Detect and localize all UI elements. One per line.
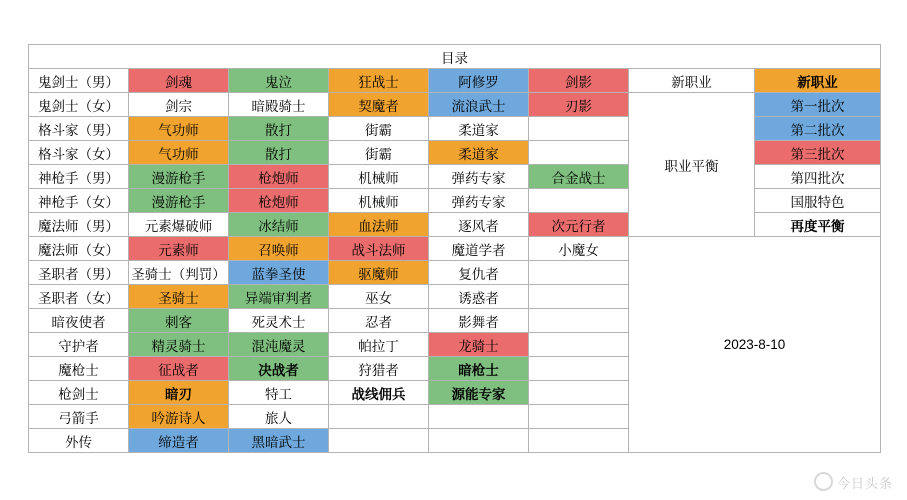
class-cell[interactable]: 混沌魔灵: [229, 333, 329, 357]
class-cell[interactable]: 狩猎者: [329, 357, 429, 381]
class-cell[interactable]: 流浪武士: [429, 93, 529, 117]
class-cell: [529, 357, 629, 381]
class-cell[interactable]: 逐风者: [429, 213, 529, 237]
row-label: 圣职者（女）: [29, 285, 129, 309]
class-cell[interactable]: 街霸: [329, 117, 429, 141]
class-cell[interactable]: 龙骑士: [429, 333, 529, 357]
class-cell[interactable]: 诱惑者: [429, 285, 529, 309]
class-cell: [529, 117, 629, 141]
class-cell[interactable]: 契魔者: [329, 93, 429, 117]
table-row: [29, 93, 881, 117]
class-cell[interactable]: 机械师: [329, 189, 429, 213]
class-cell: [529, 189, 629, 213]
class-cell: [529, 333, 629, 357]
row-label: 魔法师（男）: [29, 213, 129, 237]
class-cell[interactable]: 元素爆破师: [129, 213, 229, 237]
class-cell: [529, 381, 629, 405]
class-cell[interactable]: 柔道家: [429, 117, 529, 141]
class-cell[interactable]: 蓝拳圣使: [229, 261, 329, 285]
class-cell[interactable]: 漫游枪手: [129, 189, 229, 213]
class-cell[interactable]: 柔道家: [429, 141, 529, 165]
row-label: 格斗家（女）: [29, 141, 129, 165]
class-cell[interactable]: 机械师: [329, 165, 429, 189]
class-cell[interactable]: 剑宗: [129, 93, 229, 117]
class-cell: [529, 429, 629, 453]
balance-header: 职业平衡: [629, 93, 755, 237]
class-cell[interactable]: 暗刃: [129, 381, 229, 405]
class-cell[interactable]: 散打: [229, 141, 329, 165]
legend-batch-2[interactable]: 第二批次: [755, 117, 881, 141]
class-cell[interactable]: 枪炮师: [229, 189, 329, 213]
class-cell[interactable]: 元素师: [129, 237, 229, 261]
legend-batch-4[interactable]: 第四批次: [755, 165, 881, 189]
class-cell: [429, 429, 529, 453]
class-cell[interactable]: 暗殿骑士: [229, 93, 329, 117]
table-row: [29, 69, 881, 93]
class-cell[interactable]: 气功师: [129, 117, 229, 141]
class-cell[interactable]: 弹药专家: [429, 189, 529, 213]
class-cell: [529, 261, 629, 285]
class-cell[interactable]: 散打: [229, 117, 329, 141]
class-cell: [529, 285, 629, 309]
class-cell[interactable]: 冰结师: [229, 213, 329, 237]
class-cell[interactable]: 枪炮师: [229, 165, 329, 189]
class-cell[interactable]: 小魔女: [529, 237, 629, 261]
class-cell: [529, 309, 629, 333]
class-cell[interactable]: 阿修罗: [429, 69, 529, 93]
row-label: 魔法师（女）: [29, 237, 129, 261]
class-cell[interactable]: 狂战士: [329, 69, 429, 93]
legend-new-class[interactable]: 新职业: [755, 69, 881, 93]
class-cell[interactable]: 影舞者: [429, 309, 529, 333]
class-cell[interactable]: 剑影: [529, 69, 629, 93]
class-cell[interactable]: 街霸: [329, 141, 429, 165]
row-label: 圣职者（男）: [29, 261, 129, 285]
class-cell[interactable]: 血法师: [329, 213, 429, 237]
class-cell: [329, 405, 429, 429]
class-cell[interactable]: 战线佣兵: [329, 381, 429, 405]
page-title: 目录: [29, 45, 881, 69]
legend-batch-3[interactable]: 第三批次: [755, 141, 881, 165]
row-label: 鬼剑士（女）: [29, 93, 129, 117]
class-cell[interactable]: 复仇者: [429, 261, 529, 285]
class-cell[interactable]: 吟游诗人: [129, 405, 229, 429]
class-cell[interactable]: 圣骑士: [129, 285, 229, 309]
watermark-label: 今日头条: [836, 476, 893, 491]
row-label: 格斗家（男）: [29, 117, 129, 141]
class-cell[interactable]: 死灵术士: [229, 309, 329, 333]
watermark-logo-icon: [814, 472, 833, 491]
row-label: 外传: [29, 429, 129, 453]
class-cell[interactable]: 旅人: [229, 405, 329, 429]
class-cell[interactable]: 鬼泣: [229, 69, 329, 93]
class-cell[interactable]: 决战者: [229, 357, 329, 381]
class-cell[interactable]: 圣骑士（判罚）: [129, 261, 229, 285]
class-cell: [329, 429, 429, 453]
row-label: 守护者: [29, 333, 129, 357]
catalog-container: [28, 44, 880, 453]
class-cell[interactable]: 驱魔师: [329, 261, 429, 285]
table-row: [29, 237, 881, 261]
row-label: 暗夜使者: [29, 309, 129, 333]
class-cell[interactable]: 魔道学者: [429, 237, 529, 261]
legend-batch-1[interactable]: 第一批次: [755, 93, 881, 117]
class-cell[interactable]: 刺客: [129, 309, 229, 333]
class-cell[interactable]: 异端审判者: [229, 285, 329, 309]
class-cell[interactable]: 漫游枪手: [129, 165, 229, 189]
row-label: 弓箭手: [29, 405, 129, 429]
catalog-table: [28, 44, 881, 453]
class-cell[interactable]: 刃影: [529, 93, 629, 117]
class-cell[interactable]: 忍者: [329, 309, 429, 333]
class-cell: [529, 405, 629, 429]
class-cell[interactable]: 特工: [229, 381, 329, 405]
class-cell[interactable]: 剑魂: [129, 69, 229, 93]
class-cell[interactable]: 弹药专家: [429, 165, 529, 189]
class-cell[interactable]: 帕拉丁: [329, 333, 429, 357]
class-cell[interactable]: 源能专家: [429, 381, 529, 405]
row-label: 鬼剑士（男）: [29, 69, 129, 93]
class-cell[interactable]: 召唤师: [229, 237, 329, 261]
legend-guofu-tese[interactable]: 国服特色: [755, 189, 881, 213]
class-cell[interactable]: 气功师: [129, 141, 229, 165]
class-cell[interactable]: 黑暗武士: [229, 429, 329, 453]
date-cell: 2023-8-10: [629, 237, 881, 453]
class-cell[interactable]: 缔造者: [129, 429, 229, 453]
class-cell[interactable]: 合金战士: [529, 165, 629, 189]
class-cell[interactable]: 精灵骑士: [129, 333, 229, 357]
row-label: 神枪手（男）: [29, 165, 129, 189]
row-label: 神枪手（女）: [29, 189, 129, 213]
legend-rebalance[interactable]: 再度平衡: [755, 213, 881, 237]
class-cell[interactable]: 次元行者: [529, 213, 629, 237]
new-class-header: 新职业: [629, 69, 755, 93]
class-cell[interactable]: 战斗法师: [329, 237, 429, 261]
class-cell[interactable]: 暗枪士: [429, 357, 529, 381]
class-cell[interactable]: 巫女: [329, 285, 429, 309]
class-cell: [529, 141, 629, 165]
watermark: [814, 472, 893, 492]
row-label: 魔枪士: [29, 357, 129, 381]
row-label: 枪剑士: [29, 381, 129, 405]
class-cell[interactable]: 征战者: [129, 357, 229, 381]
class-cell: [429, 405, 529, 429]
title-row: [29, 45, 881, 69]
